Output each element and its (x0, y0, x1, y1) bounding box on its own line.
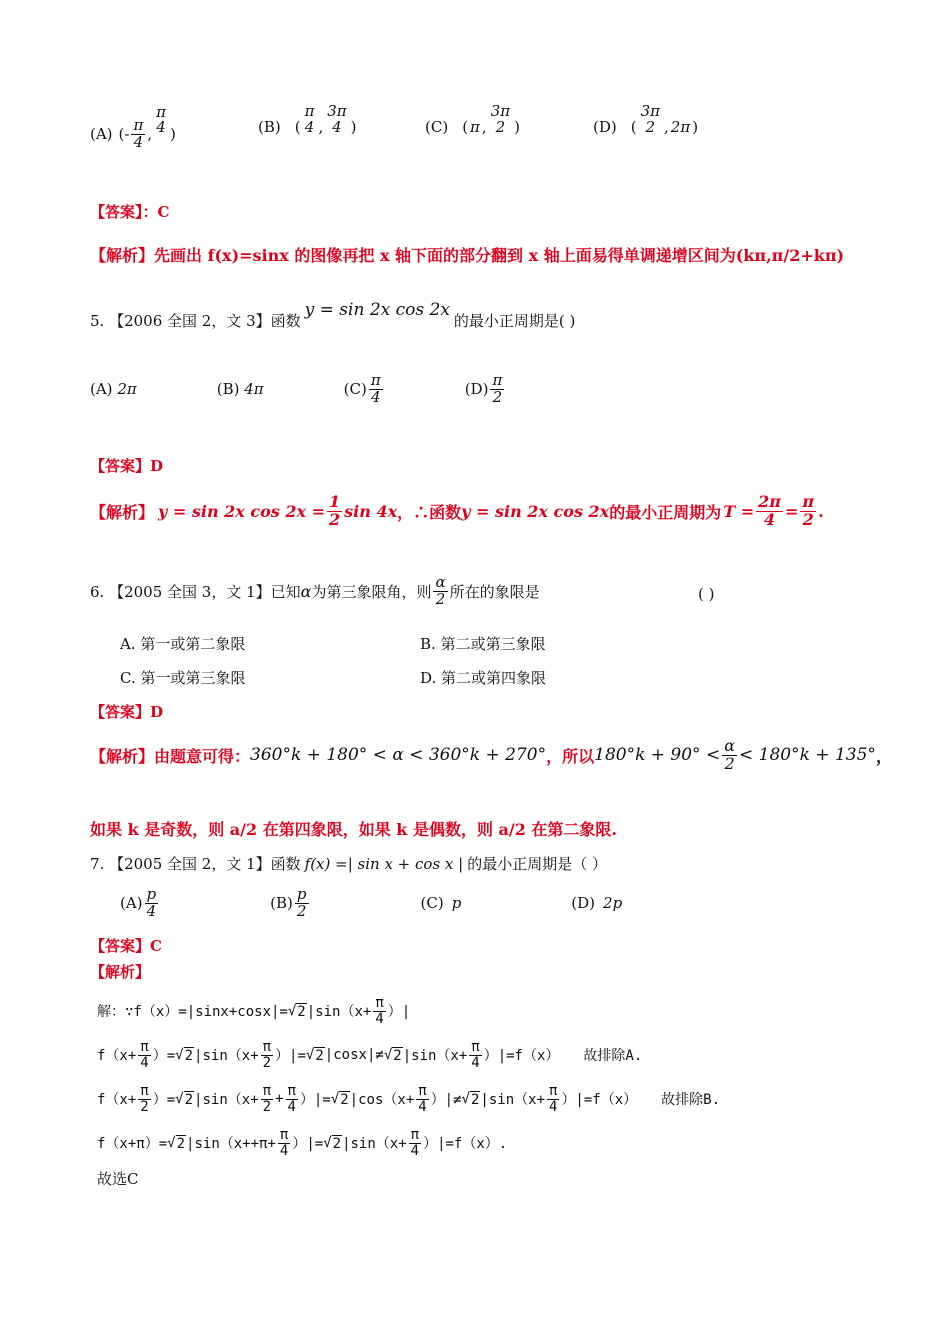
q4-option-d: (D) ( 3π 2 , 2π ) (593, 102, 699, 136)
q7-solution-line-1: f（x+ $\frac{\pi}{4}$ ）= √ 2 |sin（x+ $\frac{\pi}{2}$ ）|= √ 2 |cosx|≠ √ 2 |sin（x+ $\frac{\pi}{4}$ ）|=f（x） 故排除A. (97, 1039, 643, 1071)
q5-options (90, 373, 506, 406)
q7-option-c: (C) p (420, 894, 462, 913)
q7-option-d: (D) 2p (571, 894, 623, 913)
q7-formula: f(x) =| sin x + cos x | (304, 854, 464, 873)
q4-option-a: (A) (- $\frac{\pi}{4}$ , π 4 ) (90, 102, 176, 151)
q7-choose: 故选C (97, 1170, 139, 1188)
q6-answer: 【答案】D (90, 703, 164, 721)
q6-conclusion: 如果 k 是奇数，则 a/2 在第四象限，如果 k 是偶数，则 a/2 在第二象限. (90, 820, 617, 839)
q6-paren: ( ) (698, 585, 715, 603)
q6-option-a: A. 第一或第二象限 (120, 635, 246, 653)
q7-option-a: (A) $\frac{p}{4}$ (120, 885, 157, 920)
q7-stem: 7. 【2005 全国 2，文 1】函数 f(x) =| sin x + cos x | 的最小正周期是（ ） (90, 854, 607, 873)
q7-answer: 【答案】C (90, 937, 162, 955)
q6-option-b: B. 第二或第三象限 (420, 635, 546, 653)
q4-answer: 【答案】：C (90, 203, 170, 221)
q5-formula: y = sin 2x cos 2x (304, 299, 450, 320)
q4-option-c: (C) ( π , 3π 2 ) (425, 102, 520, 136)
q7-option-b: (B) $\frac{p}{2}$ (270, 885, 307, 920)
q5-option-d: (D) $\frac{\pi}{2}$ (464, 371, 503, 406)
q6-option-d: D. 第二或第四象限 (420, 669, 547, 687)
q5-analysis: 【解析】 y = sin 2x cos 2x = $\frac{1}{2}$ sin 4x ，∴函数 y = sin 2x cos 2x 的最小正周期为 T = $\frac{2\pi}{4}$ = $\frac{\pi}{2}$ . (90, 492, 824, 529)
q7-solution-line-2: f（x+ $\frac{\pi}{2}$ ）= √ 2 |sin（x+ $\frac{\pi}{2}$ + $\frac{\pi}{4}$ ）|= √ 2 |cos（x+ $\frac{\pi}{4}$ ）|≠ √ 2 |sin（x+ $\frac{\pi}{4}$ ）|=f（x） 故排除B. (97, 1083, 721, 1115)
q6-option-c: C. 第一或第三象限 (120, 669, 246, 687)
q6-stem: 6. 【2005 全国 3，文 1】已知 α 为第三象限角，则 $\frac{\alpha}{2}$ 所在的象限是 (90, 573, 540, 608)
q7-solution-line-3: f（x+π）= √ 2 |sin（x++π+ $\frac{\pi}{4}$ ）|= √ 2 |sin（x+ $\frac{\pi}{4}$ ）|=f（x）. (97, 1127, 508, 1159)
q5-option-a: (A) 2π (90, 380, 137, 399)
q7-solution-line-0: 解：∵f（x）=|sinx+cosx|= √ 2 |sin（x+ $\frac{\pi}{4}$ ）| (97, 995, 411, 1027)
q7-options (120, 887, 622, 920)
q6-analysis: 【解析】由题意可得： 360°k + 180° < α < 360°k + 270° ，所以 180°k + 90° < $\frac{\alpha}{2}$ < 180°k + 135° ， (90, 736, 892, 773)
q7-analysis-label: 【解析】 (90, 963, 151, 981)
q5-answer: 【答案】D (90, 457, 164, 475)
q5-option-b: (B) 4π (216, 380, 264, 399)
q4-option-b: (B) ( π 4 , 3π 4 ) (258, 102, 357, 136)
q5-stem: 5. 【2006 全国 2，文 3】函数 y = sin 2x cos 2x 的最小正周期是( ) (90, 299, 576, 330)
q4-analysis: 【解析】先画出 f(x)=sinx 的图像再把 x 轴下面的部分翻到 x 轴上面易得单调递增区间为(kπ,π/2+kπ) (90, 246, 845, 265)
q5-option-c: (C) $\frac{\pi}{4}$ (343, 371, 381, 406)
